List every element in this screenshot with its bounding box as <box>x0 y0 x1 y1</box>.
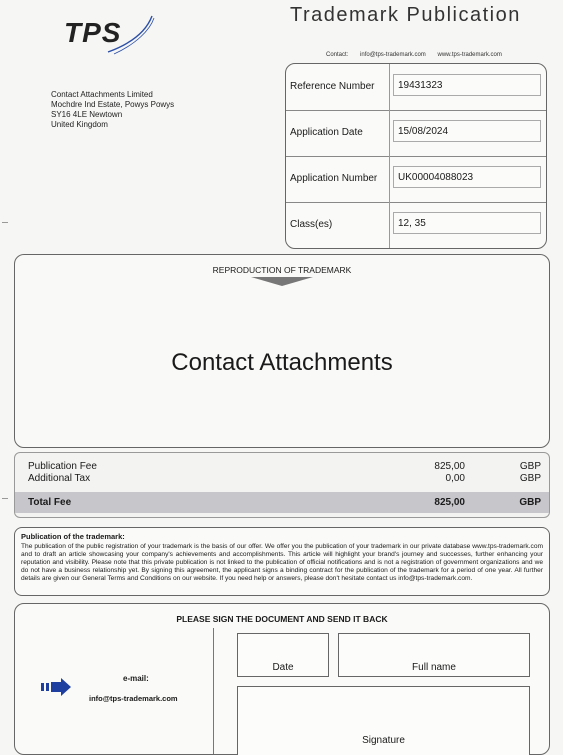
divider <box>213 628 214 754</box>
fee-amount: 825,00 <box>434 461 465 472</box>
publication-info <box>14 527 550 596</box>
contact-line <box>326 52 512 58</box>
fee-amount: 0,00 <box>445 473 465 484</box>
fee-currency: GBP <box>519 461 541 472</box>
full-name-label: Full name <box>412 662 456 673</box>
reproduction-label: REPRODUCTION OF TRADEMARK <box>212 265 352 275</box>
reference-row <box>286 64 546 111</box>
trademark-name: Contact Attachments <box>171 349 393 376</box>
contact-label: Contact: <box>326 52 349 58</box>
full-name-field[interactable] <box>338 633 530 677</box>
classes-label: Class(es) <box>290 219 333 230</box>
triangle-down-icon <box>251 277 313 286</box>
reference-row <box>286 110 546 157</box>
info-heading: Publication of the trademark: <box>21 532 125 541</box>
email-label: e-mail: <box>123 674 149 683</box>
document-title: Trademark Publication <box>290 4 521 26</box>
reference-number-value: 19431323 <box>393 74 541 96</box>
fee-currency: GBP <box>519 473 541 484</box>
fold-mark <box>2 498 8 499</box>
application-number-value: UK00004088023 <box>393 166 541 188</box>
recipient-address <box>51 90 174 130</box>
total-fee-row <box>15 492 549 513</box>
arrow-right-icon <box>41 678 71 696</box>
total-fee-label: Total Fee <box>28 497 72 508</box>
fee-label: Additional Tax <box>28 473 91 484</box>
logo-text: TPS <box>64 17 122 48</box>
fold-mark <box>2 222 8 223</box>
date-field[interactable] <box>237 633 329 677</box>
date-label: Date <box>272 662 294 673</box>
signature-section <box>14 603 550 755</box>
reference-number-label: Reference Number <box>290 81 375 92</box>
signature-field[interactable] <box>237 686 530 755</box>
address-line: SY16 4LE Newtown <box>51 110 123 119</box>
application-number-label: Application Number <box>290 173 378 184</box>
info-body: The publication of the public registration of your trademark is the basis of our offer. We offer you the publication of your trademark in our private database www.tps-trademark.com and to draft an article showcasing your company's achievements and accomplishments. This article will highlight your brand's journey and successes, further enhancing your reputation and visibility. Please note that this private publication is not linked to the publication of official notifications and is not a registration of government organizations and we do not have a business relationship yet. By signing this agreement, the applicant signs a binding contract for the publication of the trademark for a period of one year. All further details are given our General Terms and Conditions on our website. If you need help or answers, please don't hesitate contact us info@tps-trademark.com. <box>21 543 543 582</box>
company-logo <box>60 14 160 54</box>
signature-label: Signature <box>362 735 405 746</box>
reference-row <box>286 156 546 203</box>
total-fee-currency: GBP <box>519 497 541 508</box>
fee-label: Publication Fee <box>28 461 97 472</box>
sign-instructions: PLEASE SIGN THE DOCUMENT AND SEND IT BACK <box>176 614 388 624</box>
classes-value: 12, 35 <box>393 212 541 234</box>
address-line: Mochdre Ind Estate, Powys Powys <box>51 100 175 109</box>
address-line: United Kingdom <box>51 120 108 129</box>
fee-table <box>14 452 550 518</box>
address-line: Contact Attachments Limited <box>51 90 153 99</box>
reference-row <box>286 202 546 248</box>
contact-email: info@tps-trademark.com <box>360 52 426 58</box>
application-date-label: Application Date <box>290 127 363 138</box>
application-date-value: 15/08/2024 <box>393 120 541 142</box>
email-value[interactable]: info@tps-trademark.com <box>89 694 178 703</box>
trademark-reproduction <box>14 254 550 448</box>
reference-table <box>285 63 547 249</box>
contact-website: www.tps-trademark.com <box>437 52 502 58</box>
total-fee-amount: 825,00 <box>434 497 465 508</box>
